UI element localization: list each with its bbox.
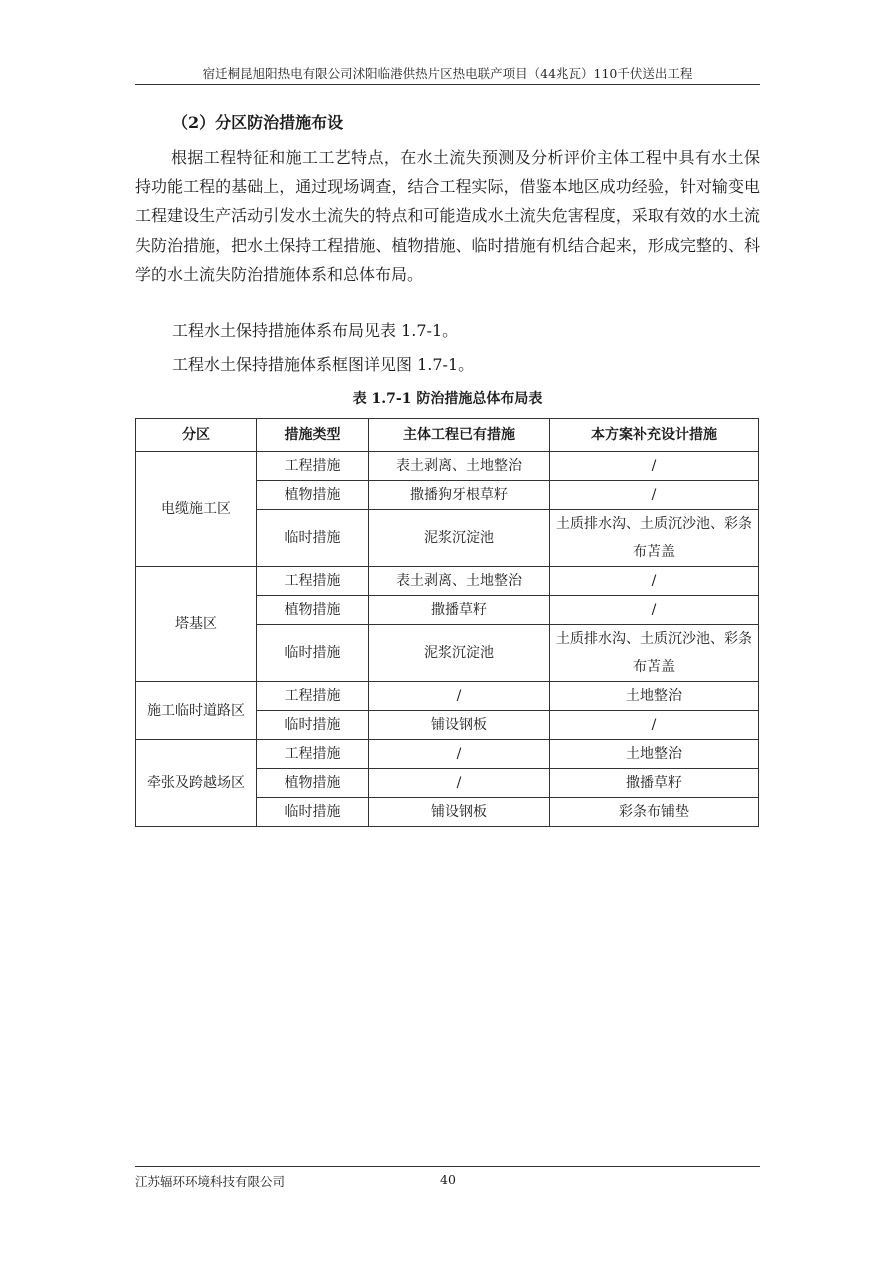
type-cell: 临时措施 <box>257 798 369 827</box>
existing-cell: 铺设钢板 <box>369 798 550 827</box>
supplement-cell: 彩条布铺垫 <box>550 798 759 827</box>
zone-cell: 塔基区 <box>136 567 257 682</box>
existing-cell: 表土剥离、土地整治 <box>369 567 550 596</box>
supplement-cell: / <box>550 711 759 740</box>
supplement-cell: / <box>550 596 759 625</box>
supplement-cell: / <box>550 452 759 481</box>
measures-table <box>135 418 759 827</box>
existing-cell: / <box>369 740 550 769</box>
supplement-cell: / <box>550 481 759 510</box>
table-header-row <box>136 419 759 452</box>
table-caption: 表 1.7-1 防治措施总体布局表 <box>352 391 543 407</box>
existing-cell: 撒播狗牙根草籽 <box>369 481 550 510</box>
existing-cell: / <box>369 682 550 711</box>
table-row <box>136 682 759 711</box>
zone-cell: 施工临时道路区 <box>136 682 257 740</box>
page-number: 40 <box>440 1172 456 1187</box>
type-cell: 临时措施 <box>257 625 369 682</box>
existing-cell: 撒播草籽 <box>369 596 550 625</box>
type-cell: 工程措施 <box>257 452 369 481</box>
type-cell: 临时措施 <box>257 510 369 567</box>
table-row <box>136 740 759 769</box>
header-rule <box>135 84 760 85</box>
header-supplement: 本方案补充设计措施 <box>550 419 759 452</box>
type-cell: 植物措施 <box>257 481 369 510</box>
table-row <box>136 567 759 596</box>
existing-cell: 泥浆沉淀池 <box>369 510 550 567</box>
footer-company: 江苏辐环环境科技有限公司 <box>135 1174 286 1189</box>
existing-cell: 表土剥离、土地整治 <box>369 452 550 481</box>
header-zone: 分区 <box>136 419 257 452</box>
supplement-cell: 土地整治 <box>550 740 759 769</box>
figure-reference-line: 工程水土保持措施体系框图详见图 1.7-1。 <box>172 355 475 374</box>
page-header: 宿迁桐昆旭阳热电有限公司沭阳临港供热片区热电联产项目（44兆瓦）110千伏送出工程 <box>202 66 693 81</box>
header-type: 措施类型 <box>257 419 369 452</box>
type-cell: 植物措施 <box>257 596 369 625</box>
type-cell: 工程措施 <box>257 682 369 711</box>
footer-rule <box>135 1166 760 1167</box>
header-existing: 主体工程已有措施 <box>369 419 550 452</box>
zone-cell: 牵张及跨越场区 <box>136 740 257 827</box>
type-cell: 工程措施 <box>257 567 369 596</box>
table-row <box>136 452 759 481</box>
type-cell: 工程措施 <box>257 740 369 769</box>
existing-cell: 铺设钢板 <box>369 711 550 740</box>
supplement-cell: 撒播草籽 <box>550 769 759 798</box>
existing-cell: / <box>369 769 550 798</box>
zone-cell: 电缆施工区 <box>136 452 257 567</box>
type-cell: 临时措施 <box>257 711 369 740</box>
section-heading: （2）分区防治措施布设 <box>172 113 344 132</box>
supplement-cell: / <box>550 567 759 596</box>
existing-cell: 泥浆沉淀池 <box>369 625 550 682</box>
supplement-cell: 土地整治 <box>550 682 759 711</box>
type-cell: 植物措施 <box>257 769 369 798</box>
table-reference-line: 工程水土保持措施体系布局见表 1.7-1。 <box>172 321 459 340</box>
body-paragraph: 根据工程特征和施工工艺特点，在水土流失预测及分析评价主体工程中具有水土保持功能工程的基础上，通过现场调查，结合工程实际，借鉴本地区成功经验，针对输变电工程建设生产活动引发水土流失的特点和可能造成水土流失危害程度，采取有效的水土流失防治措施，把水土保持工程措施、植物措施、临时措施有机结合起来，形成完整的、科学的水土流失防治措施体系和总体布局。 <box>135 148 760 284</box>
supplement-cell: 土质排水沟、土质沉沙池、彩条布苫盖 <box>550 625 759 682</box>
supplement-cell: 土质排水沟、土质沉沙池、彩条布苫盖 <box>550 510 759 567</box>
